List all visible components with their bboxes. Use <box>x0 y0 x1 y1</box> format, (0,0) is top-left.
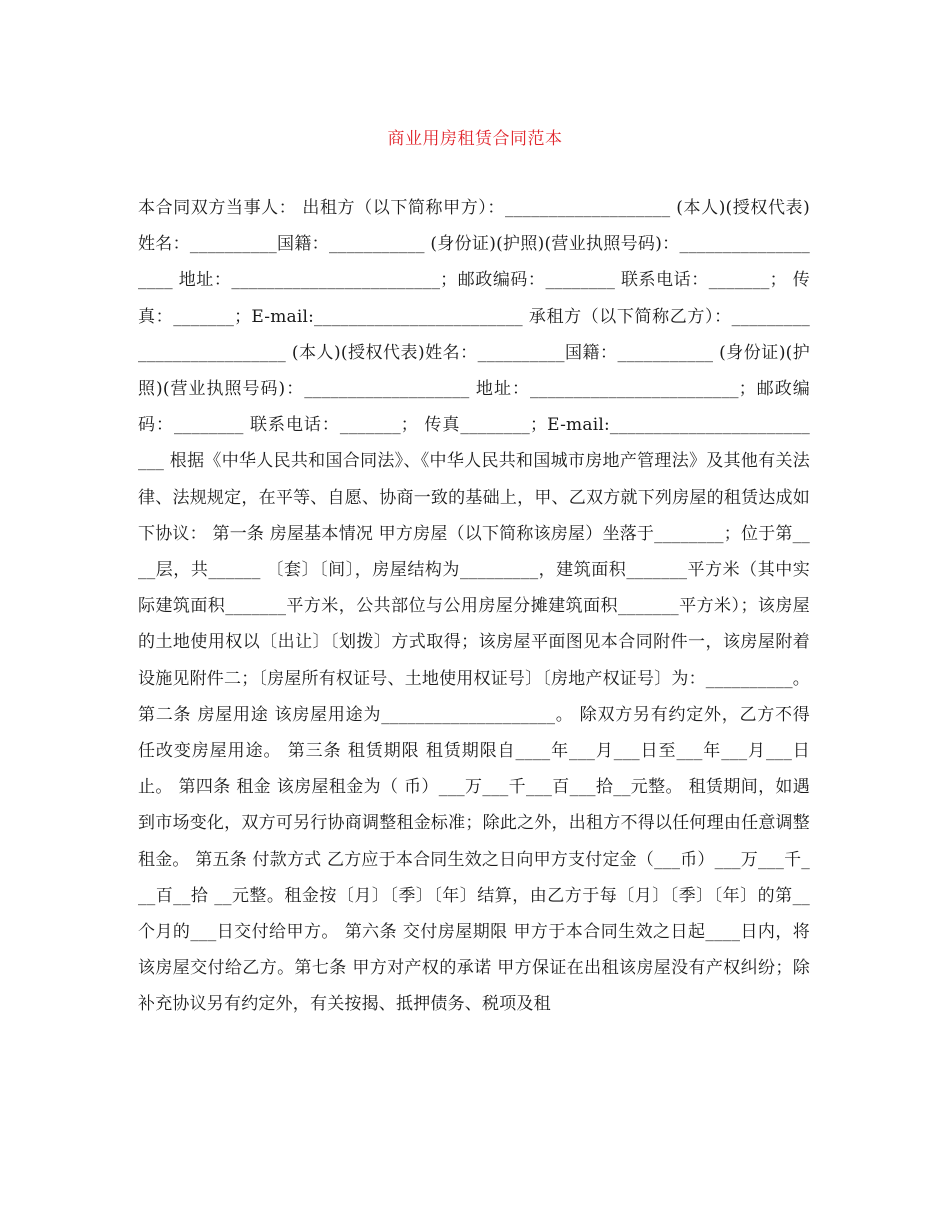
document-title: 商业用房租赁合同范本 <box>387 129 563 149</box>
contract-body-text: 本合同双方当事人： 出租方（以下简称甲方）：___________________ (本人)(授权代表)姓名：__________国籍：___________ (身份证)(护照)(营业执照号码)：___________________ 地址：________________________；邮政编码：________ 联系电话：_______； 传真：_______；E-mail:________________________ 承租方（以下简称乙方）：__________________________ (本人)(授权代表)姓名：__________国籍：___________ (身份证)(护照)(营业执照号码)：___________________ 地址：________________________；邮政编码：________ 联系电话：_______； 传真________；E-mail:__________________________ 根据《中华人民共和国合同法》、《中华人民共和国城市房地产管理法》及其他有关法律、法规规定，在平等、自愿、协商一致的基础上，甲、乙双方就下列房屋的租赁达成如下协议： 第一条 房屋基本情况 甲方房屋（以下简称该房屋）坐落于________；位于第____层，共______ 〔套〕〔间〕，房屋结构为_________，建筑面积_______平方米（其中实际建筑面积_______平方米，公共部位与公用房屋分摊建筑面积_______平方米）；该房屋的土地使用权以〔出让〕〔划拨〕方式取得；该房屋平面图见本合同附件一，该房屋附着设施见附件二；〔房屋所有权证号、土地使用权证号〕〔房地产权证号〕为：__________。 第二条 房屋用途 该房屋用途为____________________。 除双方另有约定外，乙方不得任改变房屋用途。 第三条 租赁期限 租赁期限自____年___月___日至___年___月___日止。 第四条 租金 该房屋租金为（ 币）___万___千___百___拾__元整。 租赁期间，如遇到市场变化，双方可另行协商调整租金标准；除此之外，出租方不得以任何理由任意调整租金。 第五条 付款方式 乙方应于本合同生效之日向甲方支付定金（___币）___万___千___百__拾 __元整。租金按〔月〕〔季〕〔年〕结算，由乙方于每〔月〕〔季〕〔年〕的第__个月的___日交付给甲方。 第六条 交付房屋期限 甲方于本合同生效之日起____日内，将该房屋交付给乙方。第七条 甲方对产权的承诺 甲方保证在出租该房屋没有产权纠纷；除补充协议另有约定外，有关按揭、抵押债务、税项及租 <box>138 198 810 1015</box>
